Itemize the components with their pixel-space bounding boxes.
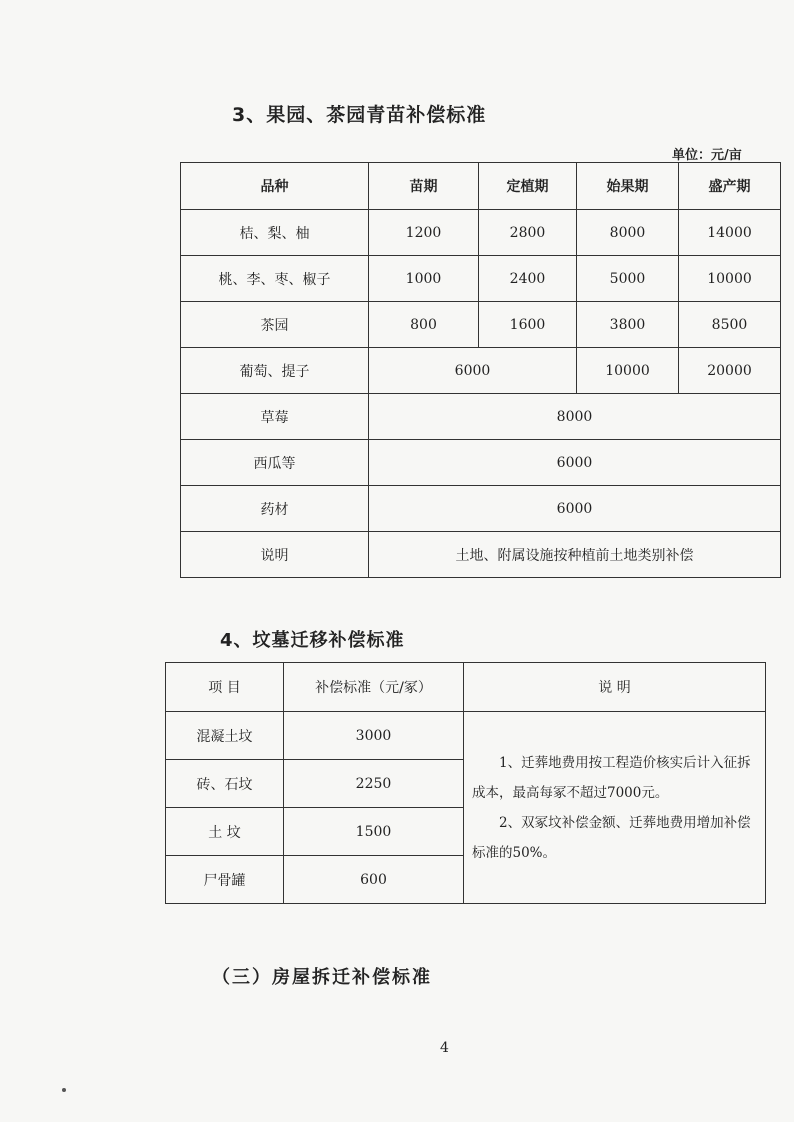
table-header-row — [166, 663, 766, 712]
table-row — [181, 210, 781, 256]
value-cell: 1000 — [369, 256, 479, 302]
value-cell: 8500 — [679, 302, 781, 348]
header-cell: 苗期 — [369, 163, 479, 210]
section-next-title: （三）房屋拆迁补偿标准 — [212, 967, 432, 988]
value-cell: 600 — [284, 856, 464, 904]
variety-cell: 西瓜等 — [181, 440, 369, 486]
value-cell: 3800 — [577, 302, 679, 348]
item-cell: 混凝土坟 — [166, 712, 284, 760]
table-row — [181, 348, 781, 394]
value-cell: 1600 — [479, 302, 577, 348]
page-number: 4 — [440, 1040, 449, 1056]
header-cell: 补偿标准（元/冢） — [284, 663, 464, 712]
value-cell: 5000 — [577, 256, 679, 302]
value-cell: 1500 — [284, 808, 464, 856]
table-row — [181, 532, 781, 578]
header-cell: 盛产期 — [679, 163, 781, 210]
header-cell: 定植期 — [479, 163, 577, 210]
grave-relocation-table — [165, 662, 766, 904]
variety-cell: 桔、梨、柚 — [181, 210, 369, 256]
unit-label: 单位：元/亩 — [672, 148, 742, 163]
value-cell: 2250 — [284, 760, 464, 808]
variety-cell: 草莓 — [181, 394, 369, 440]
orchard-compensation-table — [180, 162, 781, 578]
merged-value-cell: 6000 — [369, 348, 577, 394]
scan-speck — [62, 1088, 66, 1092]
value-cell: 14000 — [679, 210, 781, 256]
value-cell: 800 — [369, 302, 479, 348]
header-cell: 说 明 — [464, 663, 766, 712]
section4-title: 4、坟墓迁移补偿标准 — [220, 630, 405, 651]
note-1: 1、迁葬地费用按工程造价核实后计入征拆成本，最高每冢不超过7000元。 — [472, 754, 751, 801]
variety-cell: 茶园 — [181, 302, 369, 348]
value-cell: 1200 — [369, 210, 479, 256]
notes-cell — [464, 712, 766, 904]
variety-cell: 葡萄、提子 — [181, 348, 369, 394]
table-row — [166, 712, 766, 760]
table-row — [181, 394, 781, 440]
value-cell: 20000 — [679, 348, 781, 394]
item-cell: 土 坟 — [166, 808, 284, 856]
item-cell: 尸骨罐 — [166, 856, 284, 904]
merged-value-cell: 6000 — [369, 486, 781, 532]
variety-cell: 说明 — [181, 532, 369, 578]
value-cell: 10000 — [577, 348, 679, 394]
header-cell: 品种 — [181, 163, 369, 210]
merged-value-cell: 6000 — [369, 440, 781, 486]
note-2: 2、双冢坟补偿金额、迁葬地费用增加补偿标准的50%。 — [472, 814, 751, 861]
section3-title: 3、果园、茶园青苗补偿标准 — [232, 104, 487, 126]
merged-value-cell: 8000 — [369, 394, 781, 440]
header-cell: 始果期 — [577, 163, 679, 210]
note-cell: 土地、附属设施按种植前土地类别补偿 — [369, 532, 781, 578]
header-cell: 项 目 — [166, 663, 284, 712]
value-cell: 10000 — [679, 256, 781, 302]
table-header-row — [181, 163, 781, 210]
table-row — [181, 440, 781, 486]
variety-cell: 桃、李、枣、椒子 — [181, 256, 369, 302]
table-row — [181, 302, 781, 348]
variety-cell: 药材 — [181, 486, 369, 532]
value-cell: 8000 — [577, 210, 679, 256]
table-row — [181, 256, 781, 302]
value-cell: 2800 — [479, 210, 577, 256]
value-cell: 3000 — [284, 712, 464, 760]
table-row — [181, 486, 781, 532]
value-cell: 2400 — [479, 256, 577, 302]
item-cell: 砖、石坟 — [166, 760, 284, 808]
